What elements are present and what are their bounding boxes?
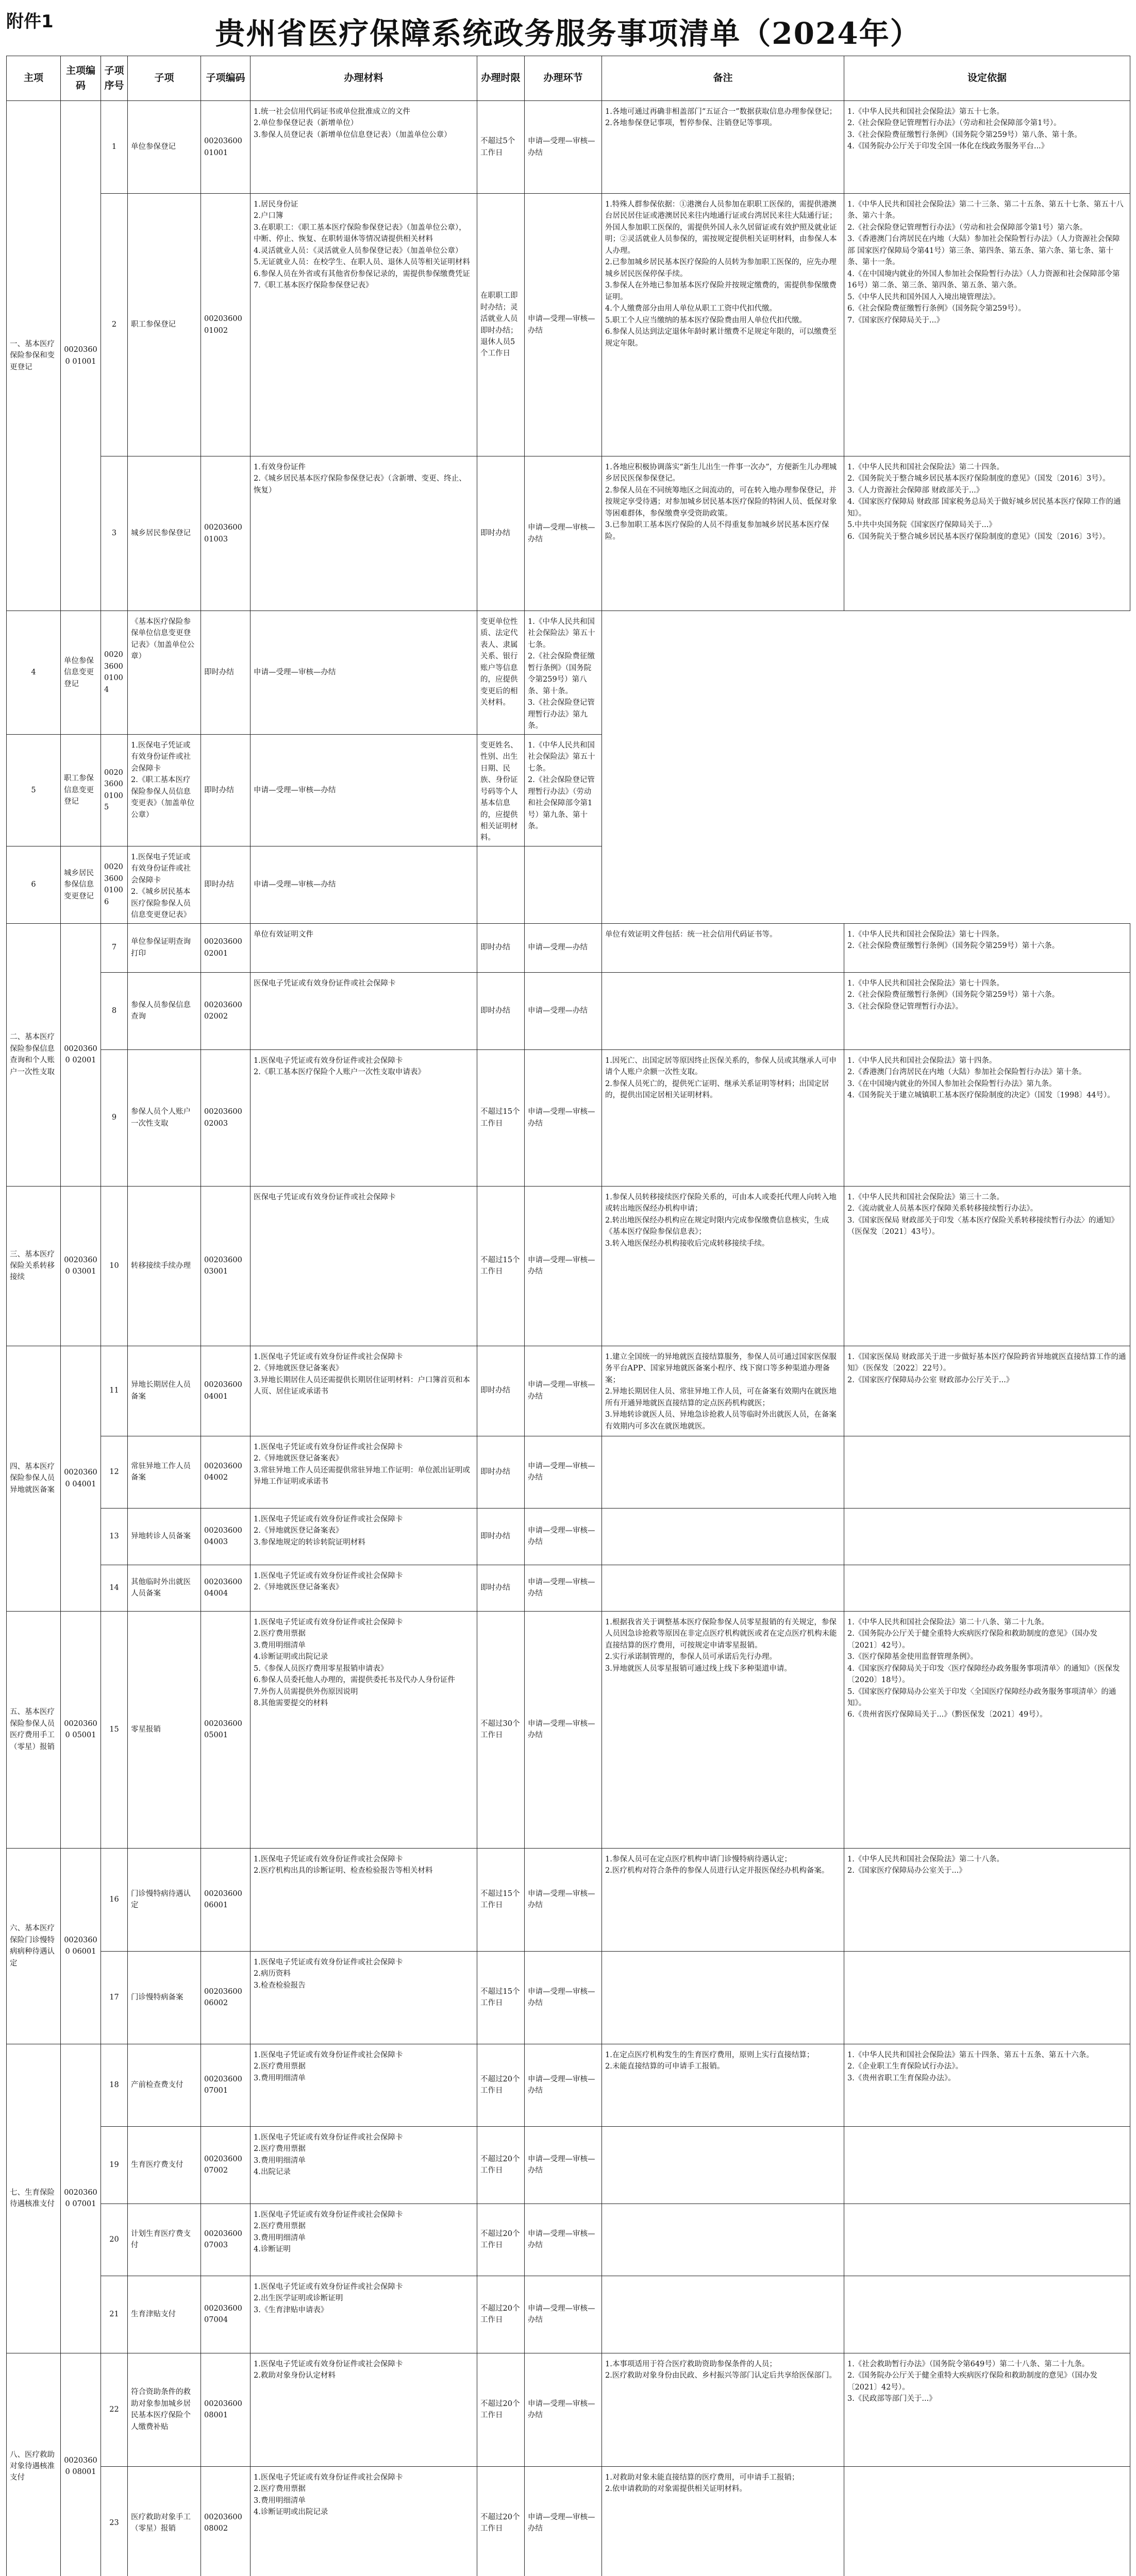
sub-item-code-cell: 00203600 08001 <box>201 2353 250 2466</box>
procedure-cell: 申请—受理—审核—办结 <box>525 194 602 456</box>
sub-item-number-cell: 23 <box>101 2466 128 2576</box>
sub-item-code-cell: 00203600 01004 <box>101 611 128 735</box>
time-limit-cell: 即时办结 <box>477 1508 525 1565</box>
remarks-cell <box>602 1951 844 2044</box>
main-item-cell: 五、基本医疗保险参保人员医疗费用手工（零星）报销 <box>7 1611 61 1848</box>
column-header: 办理环节 <box>525 56 602 101</box>
sub-item-number-cell: 10 <box>101 1186 128 1346</box>
table-row <box>7 2044 1130 2126</box>
sub-item-number-cell: 16 <box>101 1848 128 1951</box>
procedure-cell: 申请—受理—审核—办结 <box>525 1848 602 1951</box>
legal-basis-cell <box>844 2204 1130 2276</box>
sub-item-number-cell: 21 <box>101 2276 128 2353</box>
legal-basis-cell: 1.《中华人民共和国社会保险法》第七十四条。 2.《社会保险费征缴暂行条例》（国务院令第259号）第十六条。 <box>844 923 1130 972</box>
sub-item-name-cell: 生育津贴支付 <box>128 2276 201 2353</box>
legal-basis-cell <box>844 2276 1130 2353</box>
sub-item-code-cell: 00203600 01003 <box>201 456 250 611</box>
document-title: 贵州省医疗保障系统政务服务事项清单（2024年） <box>215 16 921 51</box>
table-row <box>7 1186 1130 1346</box>
procedure-cell: 申请—受理—审核—办结 <box>525 1951 602 2044</box>
remarks-cell: 1.建立全国统一的异地就医直接结算服务，参保人员可通过国家医保服务平台APP、国家异地就医备案小程序、线下窗口等多种渠道办理备案； 2.异地长期居住人员、常驻异地工作人员，可在备案有效期内在就医地所有开通异地就医直接结算的定点医药机构就医； 3.异地转诊就医人员、异地急诊抢救人员等临时外出就医人员，在备案有效期内可多次在就医地就医。 <box>602 1346 844 1436</box>
sub-item-number-cell: 5 <box>7 734 61 846</box>
sub-item-number-cell: 17 <box>101 1951 128 2044</box>
sub-item-code-cell: 00203600 08002 <box>201 2466 250 2576</box>
main-item-cell: 六、基本医疗保险门诊慢特病病种待遇认定 <box>7 1848 61 2044</box>
main-item-cell: 三、基本医疗保险关系转移接续 <box>7 1186 61 1346</box>
remarks-cell: 1.本事项适用于符合医疗救助资助参保条件的人员； 2.医疗救助对象身份由民政、乡村振兴等部门认定后共享给医保部门。 <box>602 2353 844 2466</box>
legal-basis-cell <box>525 846 602 923</box>
sub-item-name-cell: 医疗救助对象手工（零星）报销 <box>128 2466 201 2576</box>
procedure-cell: 申请—受理—审核—办结 <box>525 2044 602 2126</box>
procedure-cell: 申请—受理—审核—办结 <box>525 1049 602 1186</box>
sub-item-name-cell: 城乡居民参保信息变更登记 <box>61 846 101 923</box>
column-header: 备注 <box>602 56 844 101</box>
procedure-cell: 申请—受理—审核—办结 <box>525 456 602 611</box>
sub-item-code-cell: 00203600 01001 <box>201 101 250 194</box>
time-limit-cell: 即时办结 <box>477 923 525 972</box>
procedure-cell: 申请—受理—审核—办结 <box>525 2126 602 2204</box>
time-limit-cell: 即时办结 <box>477 1346 525 1436</box>
table-row <box>7 456 1130 611</box>
table-row <box>7 972 1130 1049</box>
column-header: 子项编码 <box>201 56 250 101</box>
legal-basis-cell: 1.《国家医保局 财政部关于进一步做好基本医疗保险跨省异地就医直接结算工作的通知》（医保发〔2022〕22号）。 2.《国家医疗保障局办公室 财政部办公厅关于...》 <box>844 1346 1130 1436</box>
sub-item-code-cell: 00203600 01005 <box>101 734 128 846</box>
main-item-code-cell: 00203600 06001 <box>61 1848 101 2044</box>
remarks-cell: 1.在定点医疗机构发生的生育医疗费用，原则上实行直接结算； 2.未能直接结算的可申请手工报销。 <box>602 2044 844 2126</box>
main-item-cell: 八、医疗救助对象待遇核准支付 <box>7 2353 61 2576</box>
sub-item-name-cell: 零星报销 <box>128 1611 201 1848</box>
sub-item-name-cell: 职工参保信息变更登记 <box>61 734 101 846</box>
materials-cell: 1.医保电子凭证或有效身份证件或社会保障卡 2.医疗费用票据 3.费用明细清单 4.诊断证明 <box>250 2204 477 2276</box>
table-row <box>7 1346 1130 1436</box>
sub-item-code-cell: 00203600 02002 <box>201 972 250 1049</box>
sub-item-name-cell: 常驻异地工作人员备案 <box>128 1436 201 1508</box>
sub-item-name-cell: 单位参保登记 <box>128 101 201 194</box>
sub-item-name-cell: 城乡居民参保登记 <box>128 456 201 611</box>
legal-basis-cell: 1.《中华人民共和国社会保险法》第五十七条。 2.《社会保险登记管理暂行办法》（劳动和社会保障部令第1号）第九条、第十条。 <box>525 734 602 846</box>
procedure-cell: 申请—受理—审核—办结 <box>525 1186 602 1346</box>
sub-item-code-cell: 00203600 05001 <box>201 1611 250 1848</box>
time-limit-cell: 即时办结 <box>201 611 250 735</box>
materials-cell: 1.统一社会信用代码证书或单位批准成立的文件 2.单位参保登记表（新增单位） 3.参保人员登记表（新增单位信息登记表）（加盖单位公章） <box>250 101 477 194</box>
sub-item-number-cell: 4 <box>7 611 61 735</box>
time-limit-cell: 不超过20个工作日 <box>477 2204 525 2276</box>
table-row <box>7 1951 1130 2044</box>
remarks-cell: 单位有效证明文件包括：统一社会信用代码证书等。 <box>602 923 844 972</box>
legal-basis-cell <box>844 1508 1130 1565</box>
main-item-code-cell: 00203600 04001 <box>61 1346 101 1611</box>
table-header <box>7 56 1130 101</box>
remarks-cell: 1.根据我省关于调整基本医疗保险参保人员零星报销的有关规定，参保人员因急诊抢救等原因在非定点医疗机构就医或者在定点医疗机构未能直接结算的医疗费用，可按规定申请零星报销。 2.实行承诺制管理的，参保人员可承诺后先行办理。 3.异地就医人员零星报销可通过线上线下多种渠道申请。 <box>602 1611 844 1848</box>
sub-item-name-cell: 单位参保信息变更登记 <box>61 611 101 735</box>
time-limit-cell: 不超过15个工作日 <box>477 1186 525 1346</box>
legal-basis-cell <box>844 2466 1130 2576</box>
table-row <box>7 2276 1130 2353</box>
time-limit-cell: 不超过15个工作日 <box>477 1848 525 1951</box>
procedure-cell: 申请—受理—审核—办结 <box>525 101 602 194</box>
service-list-table <box>6 56 1130 2576</box>
sub-item-name-cell: 门诊慢特病待遇认定 <box>128 1848 201 1951</box>
time-limit-cell: 即时办结 <box>477 1565 525 1611</box>
sub-item-number-cell: 22 <box>101 2353 128 2466</box>
table-row <box>7 734 1130 846</box>
table-row <box>7 1508 1130 1565</box>
procedure-cell: 申请—受理—审核—办结 <box>525 1436 602 1508</box>
time-limit-cell: 不超过20个工作日 <box>477 2126 525 2204</box>
time-limit-cell: 不超过5个工作日 <box>477 101 525 194</box>
remarks-cell: 1.因死亡、出国定居等原因终止医保关系的，参保人员或其继承人可申请个人账户余额一次性支取。 2.参保人员死亡的，提供死亡证明、继承关系证明等材料；出国定居的，提供出国定居相关证明材料。 <box>602 1049 844 1186</box>
time-limit-cell: 即时办结 <box>201 846 250 923</box>
sub-item-number-cell: 11 <box>101 1346 128 1436</box>
sub-item-number-cell: 15 <box>101 1611 128 1848</box>
main-item-code-cell: 00203600 01001 <box>61 101 101 611</box>
materials-cell: 1.医保电子凭证或有效身份证件或社会保障卡 2.《异地就医登记备案表》 <box>250 1565 477 1611</box>
sub-item-code-cell: 00203600 04002 <box>201 1436 250 1508</box>
sub-item-name-cell: 异地转诊人员备案 <box>128 1508 201 1565</box>
table-row <box>7 923 1130 972</box>
materials-cell: 1.医保电子凭证或有效身份证件或社会保障卡 2.《异地就医登记备案表》 3.常驻异地工作人员还需提供常驻异地工作证明：单位派出证明或异地工作证明或承诺书 <box>250 1436 477 1508</box>
sub-item-code-cell: 00203600 04003 <box>201 1508 250 1565</box>
procedure-cell: 申请—受理—审核—办结 <box>525 2466 602 2576</box>
procedure-cell: 申请—受理—审核—办结 <box>250 846 477 923</box>
procedure-cell: 申请—受理—审核—办结 <box>525 2353 602 2466</box>
remarks-cell: 1.各地可通过再确非相盖部门“五证合一”数据获取信息办理参保登记； 2.各地参保登记事项，暂停参保、注销登记等事项。 <box>602 101 844 194</box>
legal-basis-cell: 1.《中华人民共和国社会保险法》第二十八条。 2.《国家医疗保障局办公室关于...》 <box>844 1848 1130 1951</box>
table-row <box>7 2353 1130 2466</box>
legal-basis-cell: 1.《中华人民共和国社会保险法》第五十四条、第五十五条、第五十六条。 2.《企业职工生育保险试行办法》。 3.《贵州省职工生育保险办法》。 <box>844 2044 1130 2126</box>
sub-item-number-cell: 8 <box>101 972 128 1049</box>
time-limit-cell: 不超过20个工作日 <box>477 2353 525 2466</box>
column-header: 办理时限 <box>477 56 525 101</box>
legal-basis-cell: 1.《中华人民共和国社会保险法》第五十七条。 2.《社会保险登记管理暂行办法》（劳动和社会保障部令第1号）。 3.《社会保险费征缴暂行条例》（国务院令第259号）第八条、第十条。 4.《国务院办公厅关于印发全国一体化在线政务服务平台...》 <box>844 101 1130 194</box>
table-row <box>7 1848 1130 1951</box>
remarks-cell <box>602 1436 844 1508</box>
legal-basis-cell: 1.《社会救助暂行办法》（国务院令第649号）第二十八条、第二十九条。 2.《国务院办公厅关于健全重特大疾病医疗保险和救助制度的意见》（国办发〔2021〕42号）。 3.《民政部等部门关于...》 <box>844 2353 1130 2466</box>
main-item-cell: 一、基本医疗保险参保和变更登记 <box>7 101 61 611</box>
time-limit-cell: 不超过15个工作日 <box>477 1049 525 1186</box>
legal-basis-cell: 1.《中华人民共和国社会保险法》第二十三条、第二十五条、第五十七条、第五十八条、第六十条。 2.《社会保险登记管理暂行办法》（劳动和社会保障部令第1号）第六条。 3.《香港澳门台湾居民在内地（大陆）参加社会保险暂行办法》（人力资源社会保障部 国家医疗保障局令第41号）第三条、第四条、第五条、第六条、第七条、第十条、第十一条。 4.《在中国境内就业的外国人参加社会保险暂行办法》（人力资源和社会保障部令第16号）第二条、第三条、第四条、第五条、第六条。 5.《中华人民共和国外国人入境出境管理法》。 6.《社会保险费征缴暂行条例》（国务院令第259号）。 7.《国家医疗保障局关于...》 <box>844 194 1130 456</box>
attachment-label: 附件1 <box>6 11 54 32</box>
materials-cell: 1.医保电子凭证或有效身份证件或社会保障卡 2.《城乡居民基本医疗保险参保人员信息变更登记表》 <box>128 846 201 923</box>
time-limit-cell: 即时办结 <box>477 972 525 1049</box>
sub-item-code-cell: 00203600 07002 <box>201 2126 250 2204</box>
materials-cell: 1.医保电子凭证或有效身份证件或社会保障卡 2.《异地就医登记备案表》 3.参保地规定的转诊转院证明材料 <box>250 1508 477 1565</box>
main-item-cell: 七、生育保险待遇核准支付 <box>7 2044 61 2353</box>
time-limit-cell: 不超过15个工作日 <box>477 1951 525 2044</box>
materials-cell: 1.医保电子凭证或有效身份证件或社会保障卡 2.医疗费用票据 3.费用明细清单 4.诊断证明或出院记录 5.《参保人员医疗费用零星报销申请表》 6.参保人员委托他人办理的，需提供委托书及代办人身份证件 7.外伤人员需提供外伤原因说明 8.其他需要提交的材料 <box>250 1611 477 1848</box>
remarks-cell: 1.各地应积极协调落实“新生儿出生一件事一次办”，方便新生儿办理城乡居民医保参保登记。 2.参保人员在不同统筹地区之间流动的，可在转入地办理参保登记，并按规定享受待遇；对参加城乡居民基本医疗保险的特困人员、低保对象等困难群体，参保缴费享受资助政策。 3.已参加职工基本医疗保险的人员不得重复参加城乡居民基本医疗保险。 <box>602 456 844 611</box>
table-row <box>7 1049 1130 1186</box>
materials-cell: 1.医保电子凭证或有效身份证件或社会保障卡 2.医疗机构出具的诊断证明、检查检验报告等相关材料 <box>250 1848 477 1951</box>
table-row <box>7 1611 1130 1848</box>
time-limit-cell: 不超过20个工作日 <box>477 2044 525 2126</box>
sub-item-number-cell: 19 <box>101 2126 128 2204</box>
legal-basis-cell <box>844 1951 1130 2044</box>
remarks-cell <box>602 972 844 1049</box>
sub-item-code-cell: 00203600 01002 <box>201 194 250 456</box>
remarks-cell: 1.特殊人群参保依据：①港澳台人员参加在职职工医保的，需提供港澳台居民居住证或港澳居民来往内地通行证或台湾居民来往大陆通行证；外国人参加职工医保的，需提供外国人永久居留证或有效护照及就业证明；②灵活就业人员参保的，需按规定提供相关证明材料，由参保人本人办理。 2.已参加城乡居民基本医疗保险的人员转为参加职工医保的，应先办理城乡居民医保停保手续。 3.参保人在外地已参加基本医疗保险并按规定缴费的，需提供参保缴费证明。 4.个人缴费部分由用人单位从职工工资中代扣代缴。 5.职工个人应当缴纳的基本医疗保险费由用人单位代扣代缴。 6.参保人员达到法定退休年龄时累计缴费不足规定年限的，可以缴费至规定年限。 <box>602 194 844 456</box>
table-row <box>7 2466 1130 2576</box>
sub-item-number-cell: 2 <box>101 194 128 456</box>
table-row <box>7 611 1130 735</box>
procedure-cell: 申请—受理—审核—办结 <box>525 2276 602 2353</box>
sub-item-number-cell: 6 <box>7 846 61 923</box>
sub-item-number-cell: 7 <box>101 923 128 972</box>
main-item-cell: 二、基本医疗保险参保信息查询和个人账户一次性支取 <box>7 923 61 1186</box>
sub-item-number-cell: 12 <box>101 1436 128 1508</box>
materials-cell: 1.医保电子凭证或有效身份证件或社会保障卡 2.医疗费用票据 3.费用明细清单 4.诊断证明或出院记录 <box>250 2466 477 2576</box>
remarks-cell: 1.参保人员可在定点医疗机构申请门诊慢特病待遇认定； 2.医疗机构对符合条件的参保人员进行认定并报医保经办机构备案。 <box>602 1848 844 1951</box>
sub-item-code-cell: 00203600 04001 <box>201 1346 250 1436</box>
legal-basis-cell: 1.《中华人民共和国社会保险法》第十四条。 2.《香港澳门台湾居民在内地（大陆）参加社会保险暂行办法》第十条。 3.《在中国境内就业的外国人参加社会保险暂行办法》第九条。 4.《国务院关于建立城镇职工基本医疗保险制度的决定》（国发〔1998〕44号）。 <box>844 1049 1130 1186</box>
table-row <box>7 2204 1130 2276</box>
sub-item-code-cell: 00203600 04004 <box>201 1565 250 1611</box>
table-row <box>7 194 1130 456</box>
sub-item-code-cell: 00203600 06002 <box>201 1951 250 2044</box>
column-header: 子项 <box>128 56 201 101</box>
time-limit-cell: 即时办结 <box>477 1436 525 1508</box>
sub-item-number-cell: 13 <box>101 1508 128 1565</box>
main-item-code-cell: 00203600 08001 <box>61 2353 101 2576</box>
sub-item-number-cell: 3 <box>101 456 128 611</box>
procedure-cell: 申请—受理—审核—办结 <box>525 1565 602 1611</box>
table-row <box>7 1436 1130 1508</box>
remarks-cell <box>602 1565 844 1611</box>
sub-item-name-cell: 门诊慢特病备案 <box>128 1951 201 2044</box>
procedure-cell: 申请—受理—审核—办结 <box>250 734 477 846</box>
procedure-cell: 申请—受理—审核—办结 <box>525 1346 602 1436</box>
time-limit-cell: 即时办结 <box>201 734 250 846</box>
materials-cell: 1.医保电子凭证或有效身份证件或社会保障卡 2.《职工基本医疗保险个人账户一次性支取申请表》 <box>250 1049 477 1186</box>
legal-basis-cell: 1.《中华人民共和国社会保险法》第二十八条、第二十九条。 2.《国务院办公厅关于健全重特大疾病医疗保险和救助制度的意见》（国办发〔2021〕42号）。 3.《医疗保障基金使用监督管理条例》。 4.《国家医疗保障局关于印发〈医疗保障经办政务服务事项清单〉的通知》（医保发〔2020〕18号）。 5.《国家医疗保障局办公室关于印发〈全国医疗保障经办政务服务事项清单〉的通知》。 6.《贵州省医疗保障局关于...》（黔医保发〔2021〕49号）。 <box>844 1611 1130 1848</box>
materials-cell: 1.医保电子凭证或有效身份证件或社会保障卡 2.医疗费用票据 3.费用明细清单 <box>250 2044 477 2126</box>
sub-item-number-cell: 18 <box>101 2044 128 2126</box>
column-header: 主项编码 <box>61 56 101 101</box>
sub-item-number-cell: 20 <box>101 2204 128 2276</box>
sub-item-name-cell: 计划生育医疗费支付 <box>128 2204 201 2276</box>
remarks-cell: 变更姓名、性别、出生日期、民族、身份证号码等个人基本信息的，应提供相关证明材料。 <box>477 734 525 846</box>
procedure-cell: 申请—受理—办结 <box>525 972 602 1049</box>
materials-cell: 1.医保电子凭证或有效身份证件或社会保障卡 2.病历资料 3.检查检验报告 <box>250 1951 477 2044</box>
main-item-code-cell: 00203600 03001 <box>61 1186 101 1346</box>
procedure-cell: 申请—受理—审核—办结 <box>525 1508 602 1565</box>
materials-cell: 1.居民身份证 2.户口簿 3.在职职工：《职工基本医疗保险参保登记表》（加盖单位公章），中断、停止、恢复、在职转退休等情况请提供相关材料 4.灵活就业人员：《灵活就业人员参保登记表》（加盖单位公章） 5.无证就业人员：在校学生、在职人员、退休人员等相关证明材料 6.参保人员在外省或有其他省份参保记录的，需提供参保缴费凭证 7.《职工基本医疗保险参保登记表》 <box>250 194 477 456</box>
sub-item-code-cell: 00203600 03001 <box>201 1186 250 1346</box>
sub-item-name-cell: 符合资助条件的救助对象参加城乡居民基本医疗保险个人缴费补贴 <box>128 2353 201 2466</box>
column-header: 子项序号 <box>101 56 128 101</box>
materials-cell: 1.医保电子凭证或有效身份证件或社会保障卡 2.出生医学证明或诊断证明 3.《生育津贴申请表》 <box>250 2276 477 2353</box>
sub-item-name-cell: 异地长期居住人员备案 <box>128 1346 201 1436</box>
materials-cell: 1.医保电子凭证或有效身份证件或社会保障卡 2.《异地就医登记备案表》 3.异地长期居住人员还需提供长期居住证明材料：户口簿首页和本人页、居住证或承诺书 <box>250 1346 477 1436</box>
remarks-cell <box>602 2204 844 2276</box>
table-row <box>7 1565 1130 1611</box>
table-row <box>7 101 1130 194</box>
sub-item-code-cell: 00203600 02001 <box>201 923 250 972</box>
time-limit-cell: 即时办结 <box>477 456 525 611</box>
column-header: 办理材料 <box>250 56 477 101</box>
sub-item-name-cell: 转移接续手续办理 <box>128 1186 201 1346</box>
legal-basis-cell <box>844 2126 1130 2204</box>
sub-item-code-cell: 00203600 07003 <box>201 2204 250 2276</box>
sub-item-name-cell: 参保人员个人账户一次性支取 <box>128 1049 201 1186</box>
table-row <box>7 2126 1130 2204</box>
materials-cell: 医保电子凭证或有效身份证件或社会保障卡 <box>250 972 477 1049</box>
legal-basis-cell <box>844 1565 1130 1611</box>
time-limit-cell: 不超过30个工作日 <box>477 1611 525 1848</box>
materials-cell: 单位有效证明文件 <box>250 923 477 972</box>
main-item-code-cell: 00203600 02001 <box>61 923 101 1186</box>
sub-item-name-cell: 参保人员参保信息查询 <box>128 972 201 1049</box>
legal-basis-cell: 1.《中华人民共和国社会保险法》第七十四条。 2.《社会保险费征缴暂行条例》（国务院令第259号）第十六条。 3.《社会保险登记管理暂行办法》。 <box>844 972 1130 1049</box>
sub-item-name-cell: 其他临时外出就医人员备案 <box>128 1565 201 1611</box>
remarks-cell: 1.参保人员转移接续医疗保险关系的，可由本人或委托代理人向转入地或转出地医保经办机构申请； 2.转出地医保经办机构应在规定时限内完成参保缴费信息核实，生成《基本医疗保险参保信息表》； 3.转入地医保经办机构接收后完成转移接续手续。 <box>602 1186 844 1346</box>
table-body <box>7 101 1130 2576</box>
legal-basis-cell <box>844 1436 1130 1508</box>
procedure-cell: 申请—受理—审核—办结 <box>250 611 477 735</box>
sub-item-code-cell: 00203600 01006 <box>101 846 128 923</box>
sub-item-number-cell: 9 <box>101 1049 128 1186</box>
remarks-cell: 1.对救助对象未能直接结算的医疗费用，可申请手工报销； 2.依申请救助的对象需提供相关证明材料。 <box>602 2466 844 2576</box>
sub-item-code-cell: 00203600 02003 <box>201 1049 250 1186</box>
sub-item-name-cell: 职工参保登记 <box>128 194 201 456</box>
sub-item-name-cell: 产前检查费支付 <box>128 2044 201 2126</box>
main-item-code-cell: 00203600 07001 <box>61 2044 101 2353</box>
header-row <box>7 56 1130 101</box>
sub-item-code-cell: 00203600 07004 <box>201 2276 250 2353</box>
sub-item-code-cell: 00203600 07001 <box>201 2044 250 2126</box>
column-header: 设定依据 <box>844 56 1130 101</box>
remarks-cell: 变更单位性质、法定代表人、隶属关系、银行账户等信息的，应提供变更后的相关材料。 <box>477 611 525 735</box>
legal-basis-cell: 1.《中华人民共和国社会保险法》第二十四条。 2.《国务院关于整合城乡居民基本医疗保险制度的意见》（国发〔2016〕3号）。 3.《人力资源社会保障部 财政部关于...》 4.《国家医疗保障局 财政部 国家税务总局关于做好城乡居民基本医疗保障工作的通知》。 5.中共中央国务院《国家医疗保障局关于...》 6.《国务院关于整合城乡居民基本医疗保险制度的意见》（国发〔2016〕3号）。 <box>844 456 1130 611</box>
materials-cell: 1.医保电子凭证或有效身份证件或社会保障卡 2.救助对象身份认定材料 <box>250 2353 477 2466</box>
materials-cell: 1.有效身份证件 2.《城乡居民基本医疗保险参保登记表》（含新增、变更、终止、恢复） <box>250 456 477 611</box>
legal-basis-cell: 1.《中华人民共和国社会保险法》第五十七条。 2.《社会保险费征缴暂行条例》（国务院令第259号）第八条、第十条。 3.《社会保险登记管理暂行办法》第九条。 <box>525 611 602 735</box>
remarks-cell <box>602 2126 844 2204</box>
main-item-code-cell: 00203600 05001 <box>61 1611 101 1848</box>
remarks-cell <box>602 2276 844 2353</box>
remarks-cell <box>602 1508 844 1565</box>
materials-cell: 医保电子凭证或有效身份证件或社会保障卡 <box>250 1186 477 1346</box>
materials-cell: 《基本医疗保险参保单位信息变更登记表》（加盖单位公章） <box>128 611 201 735</box>
sub-item-name-cell: 单位参保证明查询打印 <box>128 923 201 972</box>
main-item-cell: 四、基本医疗保险参保人员异地就医备案 <box>7 1346 61 1611</box>
procedure-cell: 申请—受理—办结 <box>525 923 602 972</box>
time-limit-cell: 不超过20个工作日 <box>477 2466 525 2576</box>
sub-item-code-cell: 00203600 06001 <box>201 1848 250 1951</box>
column-header: 主项 <box>7 56 61 101</box>
table-row <box>7 846 1130 923</box>
legal-basis-cell: 1.《中华人民共和国社会保险法》第三十二条。 2.《流动就业人员基本医疗保障关系转移接续暂行办法》。 3.《国家医保局 财政部关于印发〈基本医疗保险关系转移接续暂行办法〉的通知》（医保发〔2021〕43号）。 <box>844 1186 1130 1346</box>
procedure-cell: 申请—受理—审核—办结 <box>525 2204 602 2276</box>
sub-item-name-cell: 生育医疗费支付 <box>128 2126 201 2204</box>
sub-item-number-cell: 14 <box>101 1565 128 1611</box>
time-limit-cell: 在职职工即时办结；灵活就业人员即时办结；退休人员5个工作日 <box>477 194 525 456</box>
materials-cell: 1.医保电子凭证或有效身份证件或社会保障卡 2.医疗费用票据 3.费用明细清单 4.出院记录 <box>250 2126 477 2204</box>
procedure-cell: 申请—受理—审核—办结 <box>525 1611 602 1848</box>
remarks-cell <box>477 846 525 923</box>
time-limit-cell: 不超过20个工作日 <box>477 2276 525 2353</box>
materials-cell: 1.医保电子凭证或有效身份证件或社会保障卡 2.《职工基本医疗保险参保人员信息变更表》（加盖单位公章） <box>128 734 201 846</box>
sub-item-number-cell: 1 <box>101 101 128 194</box>
